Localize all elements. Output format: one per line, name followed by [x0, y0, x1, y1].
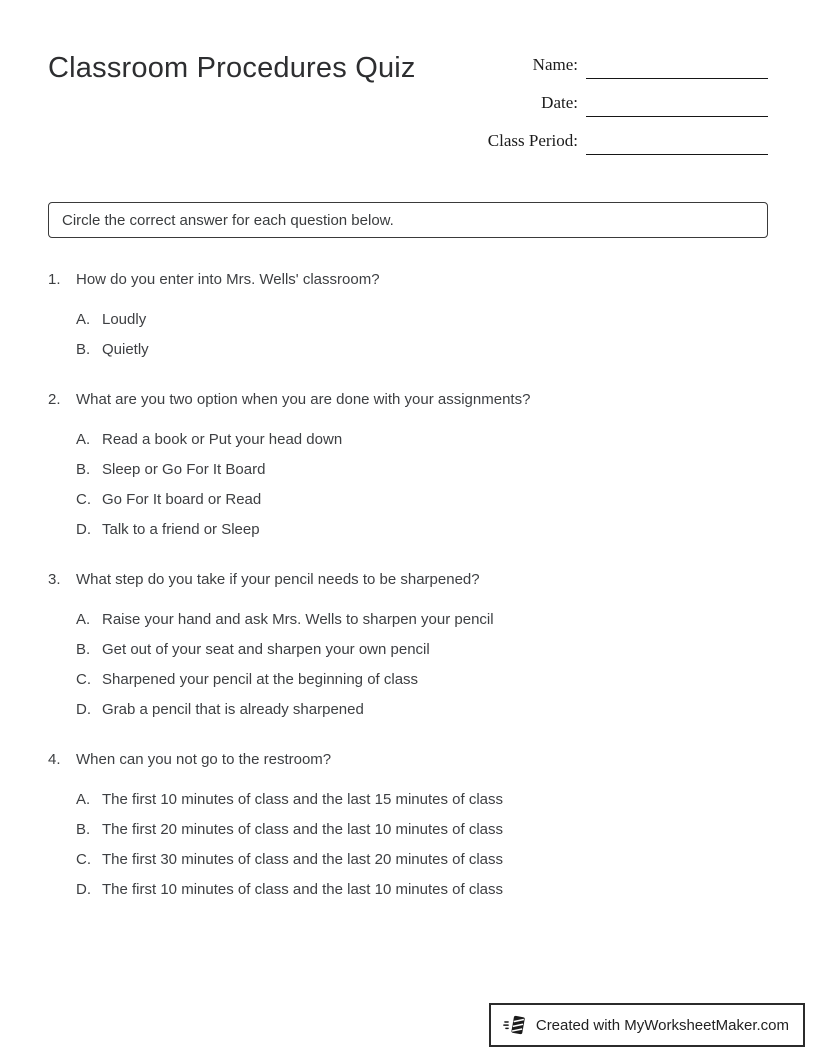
- question-number: 3.: [48, 571, 61, 588]
- question-1: [48, 270, 768, 360]
- options-list: [76, 310, 768, 360]
- option-text: The first 30 minutes of class and the last 20 minutes of class: [102, 851, 504, 868]
- option-letter: D.: [76, 701, 91, 718]
- option-letter: A.: [76, 791, 91, 808]
- question-3: [48, 570, 768, 720]
- name-field: [447, 53, 768, 91]
- credit-badge: [489, 1003, 805, 1047]
- option-letter: A.: [76, 611, 91, 628]
- option-letter: B.: [76, 641, 91, 658]
- option-text: Get out of your seat and sharpen your own pencil: [102, 641, 430, 658]
- class-period-blank-line: [586, 129, 768, 155]
- option-b: [76, 640, 768, 660]
- student-info-fields: [447, 53, 768, 162]
- option-letter: A.: [76, 311, 91, 328]
- option-text: Quietly: [102, 341, 149, 358]
- option-text: Go For It board or Read: [102, 491, 262, 508]
- name-label: Name:: [532, 55, 578, 74]
- option-text: Sleep or Go For It Board: [102, 461, 266, 478]
- option-b: [76, 460, 768, 480]
- option-b: [76, 340, 768, 360]
- option-letter: B.: [76, 461, 91, 478]
- option-text: The first 20 minutes of class and the last 10 minutes of class: [102, 821, 504, 838]
- question-number: 2.: [48, 391, 61, 408]
- option-c: [76, 850, 768, 870]
- option-letter: C.: [76, 851, 91, 868]
- class-period-label: Class Period:: [487, 131, 578, 150]
- option-text: Grab a pencil that is already sharpened: [102, 701, 364, 718]
- option-text: Sharpened your pencil at the beginning of class: [102, 671, 419, 688]
- question-text-row: [48, 270, 768, 290]
- options-list: [76, 790, 768, 900]
- option-letter: C.: [76, 491, 91, 508]
- option-letter: B.: [76, 341, 91, 358]
- worksheet-header: [48, 48, 768, 162]
- option-a: [76, 610, 768, 630]
- option-a: [76, 310, 768, 330]
- question-text: What are you two option when you are done with your assignments?: [76, 391, 531, 408]
- options-list: [76, 610, 768, 720]
- option-d: [76, 700, 768, 720]
- question-text: When can you not go to the restroom?: [76, 751, 332, 768]
- option-text: Loudly: [102, 311, 147, 328]
- question-text: How do you enter into Mrs. Wells' classroom?: [76, 271, 380, 288]
- option-letter: C.: [76, 671, 91, 688]
- class-period-field: [447, 129, 768, 167]
- option-c: [76, 670, 768, 690]
- option-text: Raise your hand and ask Mrs. Wells to sharpen your pencil: [102, 611, 494, 628]
- option-d: [76, 520, 768, 540]
- option-text: The first 10 minutes of class and the last 15 minutes of class: [102, 791, 504, 808]
- question-text-row: [48, 390, 768, 410]
- option-b: [76, 820, 768, 840]
- date-field: [447, 91, 768, 129]
- option-a: [76, 790, 768, 810]
- option-d: [76, 880, 768, 900]
- option-letter: D.: [76, 881, 91, 898]
- question-list: [48, 270, 768, 900]
- option-c: [76, 490, 768, 510]
- page-title: Classroom Procedures Quiz: [48, 52, 416, 84]
- question-4: [48, 750, 768, 900]
- option-a: [76, 430, 768, 450]
- option-letter: B.: [76, 821, 91, 838]
- date-label: Date:: [541, 93, 578, 112]
- question-number: 4.: [48, 751, 61, 768]
- instructions-text: Circle the correct answer for each question below.: [62, 211, 394, 229]
- option-letter: A.: [76, 431, 91, 448]
- option-text: The first 10 minutes of class and the last 10 minutes of class: [102, 881, 504, 898]
- question-2: [48, 390, 768, 540]
- option-letter: D.: [76, 521, 91, 538]
- date-blank-line: [586, 91, 768, 117]
- question-text-row: [48, 570, 768, 590]
- option-text: Read a book or Put your head down: [102, 431, 343, 448]
- credit-text: Created with MyWorksheetMaker.com: [535, 1016, 789, 1034]
- worksheetmaker-logo-icon: [503, 1013, 527, 1037]
- question-text: What step do you take if your pencil needs to be sharpened?: [76, 571, 480, 588]
- option-text: Talk to a friend or Sleep: [102, 521, 260, 538]
- question-text-row: [48, 750, 768, 770]
- instructions-box: [48, 202, 768, 238]
- name-blank-line: [586, 53, 768, 79]
- question-number: 1.: [48, 271, 61, 288]
- options-list: [76, 430, 768, 540]
